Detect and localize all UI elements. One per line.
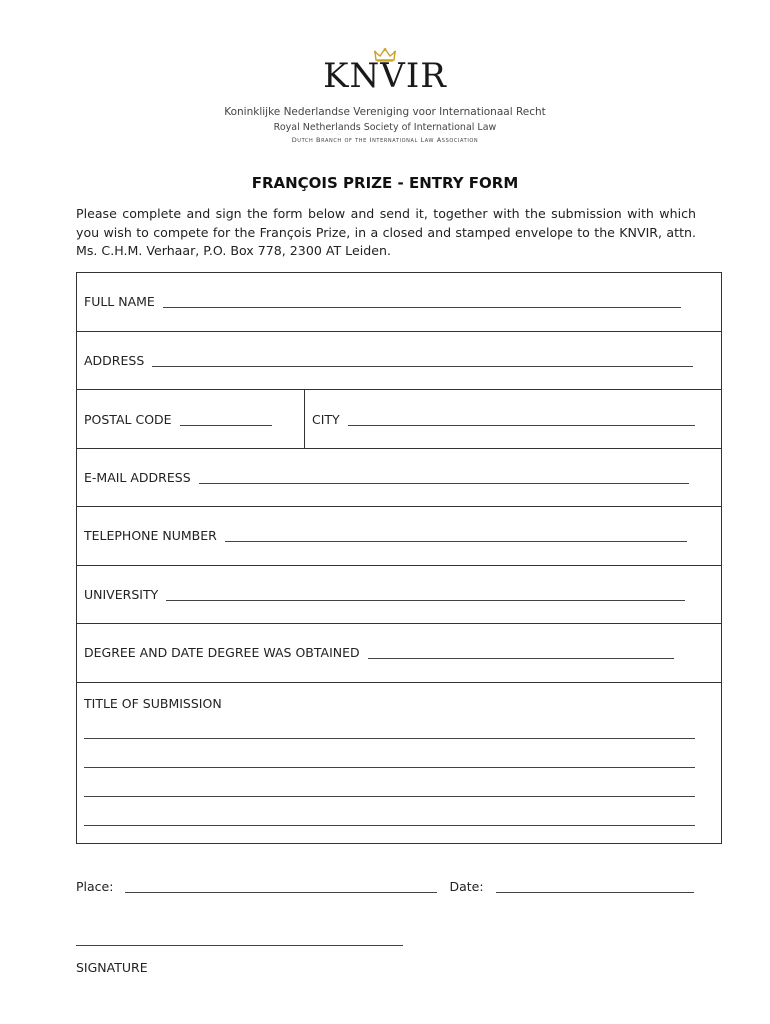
title-of-submission-field[interactable] <box>77 682 721 843</box>
org-branch: Dutch Branch of the International Law Association <box>291 136 479 144</box>
logo-wordmark: KNVIR <box>323 56 447 96</box>
postal-city-row <box>77 390 721 449</box>
address-label: ADDRESS <box>84 352 145 368</box>
submission-line-4[interactable] <box>84 825 695 826</box>
logo <box>0 48 770 96</box>
entry-form <box>76 272 722 844</box>
degree-field[interactable] <box>77 645 674 660</box>
date-label: Date: <box>449 879 484 894</box>
signature-label: SIGNATURE <box>76 960 148 975</box>
email-label: E-MAIL ADDRESS <box>84 469 191 485</box>
submission-line-2[interactable] <box>84 767 695 768</box>
full-name-row <box>77 273 721 332</box>
address-field[interactable] <box>77 353 693 368</box>
address-row <box>77 332 721 391</box>
place-date-row <box>76 879 696 894</box>
city-field[interactable] <box>312 390 695 448</box>
university-label: UNIVERSITY <box>84 586 159 602</box>
intro-paragraph: Please complete and sign the form below and send it, together with the submission with which you wish to compete for the François Prize, in a closed and stamped envelope to the KNVIR, attn. Ms. C.H.M. Verhaar, P.O. Box 778, 2300 AT Leiden. <box>76 206 696 258</box>
university-field[interactable] <box>77 587 685 602</box>
degree-label: DEGREE AND DATE DEGREE WAS OBTAINED <box>84 645 360 661</box>
degree-row <box>77 624 721 683</box>
place-line[interactable] <box>125 880 437 893</box>
date-line[interactable] <box>496 880 694 893</box>
email-row <box>77 449 721 508</box>
postal-code-field[interactable] <box>84 390 272 448</box>
full-name-line[interactable] <box>163 295 681 308</box>
signature-line[interactable] <box>76 945 403 946</box>
full-name-label: FULL NAME <box>84 294 155 310</box>
degree-line[interactable] <box>368 646 674 659</box>
org-name-english: Royal Netherlands Society of International Law <box>273 122 497 133</box>
full-name-field[interactable] <box>77 294 681 309</box>
telephone-row <box>77 507 721 566</box>
city-label: CITY <box>312 411 340 427</box>
telephone-field[interactable] <box>77 528 687 543</box>
org-name-dutch: Koninklijke Nederlandse Vereniging voor Internationaal Recht <box>224 106 546 118</box>
university-line[interactable] <box>166 588 685 601</box>
place-label: Place: <box>76 879 114 894</box>
postal-code-line[interactable] <box>180 413 272 426</box>
telephone-line[interactable] <box>225 529 687 542</box>
submission-line-3[interactable] <box>84 796 695 797</box>
university-row <box>77 566 721 625</box>
title-of-submission-label: TITLE OF SUBMISSION <box>84 696 222 711</box>
column-divider <box>304 390 305 448</box>
postal-code-label: POSTAL CODE <box>84 411 172 427</box>
submission-line-1[interactable] <box>84 738 695 739</box>
page-title: FRANÇOIS PRIZE - ENTRY FORM <box>251 174 519 192</box>
email-field[interactable] <box>77 470 689 485</box>
address-line[interactable] <box>152 354 693 367</box>
city-line[interactable] <box>348 413 695 426</box>
email-line[interactable] <box>199 471 689 484</box>
telephone-label: TELEPHONE NUMBER <box>84 528 217 544</box>
